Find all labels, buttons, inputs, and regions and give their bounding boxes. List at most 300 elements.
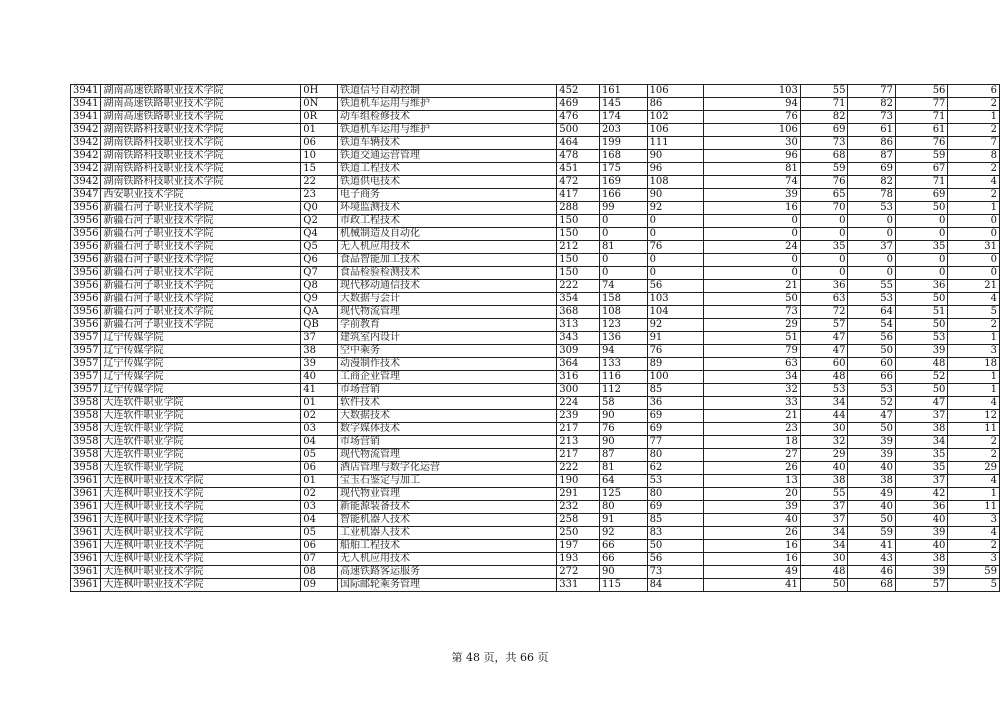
cell-score-c: 29 bbox=[704, 319, 801, 332]
cell-score-e: 40 bbox=[848, 501, 896, 514]
cell-school-name: 大连枫叶职业技术学院 bbox=[101, 540, 301, 553]
table-row bbox=[71, 566, 1000, 579]
cell-major-name: 工业机器人技术 bbox=[338, 527, 557, 540]
cell-school-code: 3956 bbox=[71, 306, 101, 319]
cell-major-name: 环境监测技术 bbox=[338, 202, 557, 215]
cell-major-name: 现代物流管理 bbox=[338, 449, 557, 462]
cell-score-f: 34 bbox=[895, 436, 947, 449]
cell-rank-value: 1 bbox=[948, 202, 1000, 215]
score-table bbox=[70, 84, 1000, 592]
cell-school-code: 3941 bbox=[71, 111, 101, 124]
cell-score-f: 42 bbox=[895, 488, 947, 501]
table-row bbox=[71, 423, 1000, 436]
cell-score-e: 82 bbox=[848, 98, 896, 111]
cell-score-f: 50 bbox=[895, 293, 947, 306]
cell-school-name: 湖南铁路科技职业技术学院 bbox=[101, 163, 301, 176]
cell-score-c: 0 bbox=[704, 254, 801, 267]
cell-score-b: 86 bbox=[647, 98, 703, 111]
cell-score-d: 40 bbox=[800, 462, 848, 475]
cell-score-c: 16 bbox=[704, 202, 801, 215]
cell-school-name: 大连软件职业学院 bbox=[101, 436, 301, 449]
cell-total-score: 478 bbox=[557, 150, 600, 163]
cell-score-e: 50 bbox=[848, 514, 896, 527]
cell-score-a: 87 bbox=[599, 449, 647, 462]
cell-score-a: 112 bbox=[599, 384, 647, 397]
cell-score-c: 63 bbox=[704, 358, 801, 371]
cell-score-e: 40 bbox=[848, 462, 896, 475]
table-row bbox=[71, 488, 1000, 501]
cell-total-score: 343 bbox=[557, 332, 600, 345]
cell-score-c: 106 bbox=[704, 124, 801, 137]
cell-score-e: 50 bbox=[848, 423, 896, 436]
cell-score-c: 33 bbox=[704, 397, 801, 410]
cell-rank-value: 0 bbox=[948, 215, 1000, 228]
cell-total-score: 222 bbox=[557, 280, 600, 293]
cell-major-code: 04 bbox=[301, 436, 338, 449]
cell-score-f: 37 bbox=[895, 475, 947, 488]
cell-score-d: 55 bbox=[800, 85, 848, 98]
cell-major-code: 41 bbox=[301, 384, 338, 397]
cell-major-name: 工商企业管理 bbox=[338, 371, 557, 384]
cell-score-c: 27 bbox=[704, 449, 801, 462]
cell-school-code: 3961 bbox=[71, 579, 101, 592]
cell-school-code: 3942 bbox=[71, 124, 101, 137]
cell-school-name: 湖南铁路科技职业技术学院 bbox=[101, 150, 301, 163]
cell-major-name: 市政工程技术 bbox=[338, 215, 557, 228]
cell-major-code: Q7 bbox=[301, 267, 338, 280]
cell-school-code: 3958 bbox=[71, 397, 101, 410]
cell-rank-value: 2 bbox=[948, 540, 1000, 553]
cell-score-f: 76 bbox=[895, 137, 947, 150]
cell-school-code: 3947 bbox=[71, 189, 101, 202]
table-row bbox=[71, 501, 1000, 514]
cell-score-e: 39 bbox=[848, 436, 896, 449]
cell-score-b: 92 bbox=[647, 319, 703, 332]
cell-total-score: 331 bbox=[557, 579, 600, 592]
cell-score-b: 80 bbox=[647, 488, 703, 501]
cell-score-e: 53 bbox=[848, 293, 896, 306]
cell-major-name: 大数据与会计 bbox=[338, 293, 557, 306]
cell-score-b: 84 bbox=[647, 579, 703, 592]
cell-school-name: 辽宁传媒学院 bbox=[101, 332, 301, 345]
cell-score-c: 30 bbox=[704, 137, 801, 150]
cell-school-code: 3956 bbox=[71, 254, 101, 267]
table-row bbox=[71, 124, 1000, 137]
cell-score-b: 62 bbox=[647, 462, 703, 475]
cell-score-f: 52 bbox=[895, 371, 947, 384]
cell-score-a: 76 bbox=[599, 423, 647, 436]
cell-major-code: 06 bbox=[301, 462, 338, 475]
table-row bbox=[71, 228, 1000, 241]
table-row bbox=[71, 189, 1000, 202]
cell-school-name: 大连枫叶职业技术学院 bbox=[101, 475, 301, 488]
cell-school-code: 3956 bbox=[71, 319, 101, 332]
cell-score-b: 76 bbox=[647, 241, 703, 254]
cell-score-a: 91 bbox=[599, 514, 647, 527]
cell-school-name: 辽宁传媒学院 bbox=[101, 371, 301, 384]
cell-major-code: QA bbox=[301, 306, 338, 319]
cell-score-a: 66 bbox=[599, 553, 647, 566]
cell-total-score: 500 bbox=[557, 124, 600, 137]
cell-score-d: 70 bbox=[800, 202, 848, 215]
cell-score-c: 40 bbox=[704, 514, 801, 527]
table-row bbox=[71, 540, 1000, 553]
cell-major-code: 02 bbox=[301, 410, 338, 423]
cell-score-a: 99 bbox=[599, 202, 647, 215]
cell-score-f: 59 bbox=[895, 150, 947, 163]
cell-major-code: Q9 bbox=[301, 293, 338, 306]
cell-major-name: 现代移动通信技术 bbox=[338, 280, 557, 293]
cell-score-a: 74 bbox=[599, 280, 647, 293]
cell-major-name: 机械制造及自动化 bbox=[338, 228, 557, 241]
cell-rank-value: 8 bbox=[948, 150, 1000, 163]
cell-score-f: 39 bbox=[895, 566, 947, 579]
cell-rank-value: 18 bbox=[948, 358, 1000, 371]
cell-score-b: 0 bbox=[647, 215, 703, 228]
cell-major-name: 市场营销 bbox=[338, 384, 557, 397]
cell-rank-value: 11 bbox=[948, 501, 1000, 514]
cell-score-b: 106 bbox=[647, 85, 703, 98]
cell-rank-value: 2 bbox=[948, 189, 1000, 202]
cell-score-e: 69 bbox=[848, 163, 896, 176]
cell-score-d: 48 bbox=[800, 371, 848, 384]
cell-score-d: 63 bbox=[800, 293, 848, 306]
cell-school-code: 3958 bbox=[71, 449, 101, 462]
cell-score-c: 16 bbox=[704, 553, 801, 566]
cell-school-name: 新疆石河子职业技术学院 bbox=[101, 306, 301, 319]
cell-score-d: 53 bbox=[800, 384, 848, 397]
cell-school-name: 湖南铁路科技职业技术学院 bbox=[101, 176, 301, 189]
cell-score-f: 0 bbox=[895, 228, 947, 241]
cell-total-score: 469 bbox=[557, 98, 600, 111]
cell-total-score: 354 bbox=[557, 293, 600, 306]
cell-score-d: 72 bbox=[800, 306, 848, 319]
cell-score-d: 60 bbox=[800, 358, 848, 371]
cell-major-code: Q6 bbox=[301, 254, 338, 267]
table-row bbox=[71, 111, 1000, 124]
cell-total-score: 190 bbox=[557, 475, 600, 488]
cell-major-name: 铁道信号自动控制 bbox=[338, 85, 557, 98]
cell-score-f: 69 bbox=[895, 189, 947, 202]
cell-score-a: 203 bbox=[599, 124, 647, 137]
cell-major-name: 智能机器人技术 bbox=[338, 514, 557, 527]
cell-school-code: 3961 bbox=[71, 488, 101, 501]
cell-score-a: 0 bbox=[599, 267, 647, 280]
cell-score-c: 73 bbox=[704, 306, 801, 319]
cell-score-e: 38 bbox=[848, 475, 896, 488]
cell-major-name: 空中乘务 bbox=[338, 345, 557, 358]
table-row bbox=[71, 332, 1000, 345]
cell-rank-value: 7 bbox=[948, 137, 1000, 150]
cell-score-a: 123 bbox=[599, 319, 647, 332]
cell-total-score: 232 bbox=[557, 501, 600, 514]
cell-score-e: 0 bbox=[848, 254, 896, 267]
cell-score-a: 81 bbox=[599, 462, 647, 475]
cell-school-code: 3956 bbox=[71, 280, 101, 293]
cell-school-name: 湖南高速铁路职业技术学院 bbox=[101, 111, 301, 124]
cell-rank-value: 0 bbox=[948, 267, 1000, 280]
cell-score-f: 38 bbox=[895, 423, 947, 436]
cell-score-f: 0 bbox=[895, 254, 947, 267]
cell-school-name: 大连软件职业学院 bbox=[101, 423, 301, 436]
cell-major-code: 04 bbox=[301, 514, 338, 527]
cell-score-b: 89 bbox=[647, 358, 703, 371]
cell-total-score: 300 bbox=[557, 384, 600, 397]
cell-score-b: 92 bbox=[647, 202, 703, 215]
cell-score-b: 103 bbox=[647, 293, 703, 306]
cell-rank-value: 2 bbox=[948, 124, 1000, 137]
cell-school-name: 辽宁传媒学院 bbox=[101, 384, 301, 397]
cell-major-name: 食品智能加工技术 bbox=[338, 254, 557, 267]
cell-total-score: 239 bbox=[557, 410, 600, 423]
cell-score-c: 39 bbox=[704, 189, 801, 202]
table-row bbox=[71, 241, 1000, 254]
cell-major-name: 市场营销 bbox=[338, 436, 557, 449]
cell-school-code: 3958 bbox=[71, 462, 101, 475]
cell-score-c: 39 bbox=[704, 501, 801, 514]
cell-score-d: 0 bbox=[800, 254, 848, 267]
cell-score-c: 0 bbox=[704, 215, 801, 228]
cell-total-score: 316 bbox=[557, 371, 600, 384]
cell-school-code: 3957 bbox=[71, 345, 101, 358]
cell-score-f: 39 bbox=[895, 527, 947, 540]
cell-major-code: 0N bbox=[301, 98, 338, 111]
table-row bbox=[71, 553, 1000, 566]
cell-score-c: 79 bbox=[704, 345, 801, 358]
cell-score-a: 168 bbox=[599, 150, 647, 163]
cell-rank-value: 0 bbox=[948, 254, 1000, 267]
cell-major-name: 无人机应用技术 bbox=[338, 241, 557, 254]
cell-total-score: 476 bbox=[557, 111, 600, 124]
cell-school-name: 新疆石河子职业技术学院 bbox=[101, 241, 301, 254]
cell-score-d: 38 bbox=[800, 475, 848, 488]
cell-score-d: 76 bbox=[800, 176, 848, 189]
cell-score-f: 57 bbox=[895, 579, 947, 592]
cell-score-f: 71 bbox=[895, 176, 947, 189]
cell-total-score: 150 bbox=[557, 254, 600, 267]
cell-rank-value: 4 bbox=[948, 293, 1000, 306]
cell-score-e: 53 bbox=[848, 384, 896, 397]
cell-rank-value: 1 bbox=[948, 332, 1000, 345]
cell-school-name: 湖南铁路科技职业技术学院 bbox=[101, 124, 301, 137]
cell-score-f: 50 bbox=[895, 319, 947, 332]
cell-score-f: 38 bbox=[895, 553, 947, 566]
cell-score-e: 0 bbox=[848, 267, 896, 280]
cell-school-name: 大连枫叶职业技术学院 bbox=[101, 501, 301, 514]
cell-school-name: 大连枫叶职业技术学院 bbox=[101, 579, 301, 592]
cell-major-name: 大数据技术 bbox=[338, 410, 557, 423]
table-row bbox=[71, 579, 1000, 592]
cell-score-e: 0 bbox=[848, 228, 896, 241]
cell-score-b: 69 bbox=[647, 501, 703, 514]
cell-score-d: 50 bbox=[800, 579, 848, 592]
cell-rank-value: 1 bbox=[948, 111, 1000, 124]
cell-score-d: 35 bbox=[800, 241, 848, 254]
cell-score-a: 90 bbox=[599, 410, 647, 423]
cell-score-e: 78 bbox=[848, 189, 896, 202]
cell-major-code: 37 bbox=[301, 332, 338, 345]
cell-total-score: 250 bbox=[557, 527, 600, 540]
cell-major-name: 铁道机车运用与维护 bbox=[338, 124, 557, 137]
cell-rank-value: 2 bbox=[948, 319, 1000, 332]
cell-score-c: 49 bbox=[704, 566, 801, 579]
table-row bbox=[71, 280, 1000, 293]
table-row bbox=[71, 384, 1000, 397]
cell-total-score: 217 bbox=[557, 449, 600, 462]
cell-school-code: 3957 bbox=[71, 371, 101, 384]
cell-score-b: 90 bbox=[647, 150, 703, 163]
cell-school-name: 大连枫叶职业技术学院 bbox=[101, 488, 301, 501]
cell-score-f: 37 bbox=[895, 410, 947, 423]
cell-rank-value: 2 bbox=[948, 436, 1000, 449]
cell-school-code: 3958 bbox=[71, 423, 101, 436]
cell-score-c: 32 bbox=[704, 384, 801, 397]
cell-score-b: 106 bbox=[647, 124, 703, 137]
cell-rank-value: 21 bbox=[948, 280, 1000, 293]
cell-rank-value: 12 bbox=[948, 410, 1000, 423]
cell-school-name: 新疆石河子职业技术学院 bbox=[101, 202, 301, 215]
cell-score-a: 175 bbox=[599, 163, 647, 176]
cell-school-code: 3957 bbox=[71, 332, 101, 345]
cell-school-code: 3961 bbox=[71, 501, 101, 514]
cell-score-b: 73 bbox=[647, 566, 703, 579]
cell-total-score: 417 bbox=[557, 189, 600, 202]
cell-score-c: 23 bbox=[704, 423, 801, 436]
cell-rank-value: 3 bbox=[948, 514, 1000, 527]
cell-major-code: 05 bbox=[301, 527, 338, 540]
cell-score-e: 52 bbox=[848, 397, 896, 410]
cell-score-d: 69 bbox=[800, 124, 848, 137]
cell-school-name: 大连软件职业学院 bbox=[101, 449, 301, 462]
cell-score-c: 0 bbox=[704, 228, 801, 241]
cell-major-code: 03 bbox=[301, 501, 338, 514]
cell-total-score: 368 bbox=[557, 306, 600, 319]
cell-school-name: 大连枫叶职业技术学院 bbox=[101, 553, 301, 566]
cell-school-name: 新疆石河子职业技术学院 bbox=[101, 215, 301, 228]
cell-school-code: 3942 bbox=[71, 176, 101, 189]
table-row bbox=[71, 358, 1000, 371]
cell-score-b: 96 bbox=[647, 163, 703, 176]
cell-score-e: 82 bbox=[848, 176, 896, 189]
cell-major-code: Q0 bbox=[301, 202, 338, 215]
table-row bbox=[71, 137, 1000, 150]
cell-school-code: 3956 bbox=[71, 293, 101, 306]
cell-score-d: 57 bbox=[800, 319, 848, 332]
cell-score-a: 0 bbox=[599, 215, 647, 228]
cell-score-c: 41 bbox=[704, 579, 801, 592]
cell-score-f: 40 bbox=[895, 540, 947, 553]
cell-rank-value: 0 bbox=[948, 228, 1000, 241]
cell-score-c: 76 bbox=[704, 111, 801, 124]
cell-score-f: 35 bbox=[895, 449, 947, 462]
cell-major-name: 酒店管理与数字化运营 bbox=[338, 462, 557, 475]
cell-score-e: 56 bbox=[848, 332, 896, 345]
cell-score-f: 71 bbox=[895, 111, 947, 124]
cell-score-a: 108 bbox=[599, 306, 647, 319]
cell-score-c: 74 bbox=[704, 176, 801, 189]
cell-score-a: 90 bbox=[599, 436, 647, 449]
table-row bbox=[71, 462, 1000, 475]
cell-rank-value: 5 bbox=[948, 579, 1000, 592]
cell-major-code: Q2 bbox=[301, 215, 338, 228]
cell-major-code: 06 bbox=[301, 540, 338, 553]
cell-rank-value: 6 bbox=[948, 85, 1000, 98]
cell-school-code: 3961 bbox=[71, 540, 101, 553]
cell-score-c: 34 bbox=[704, 371, 801, 384]
cell-school-name: 大连软件职业学院 bbox=[101, 410, 301, 423]
table-body bbox=[71, 85, 1000, 592]
cell-score-b: 108 bbox=[647, 176, 703, 189]
cell-school-code: 3942 bbox=[71, 137, 101, 150]
cell-score-d: 0 bbox=[800, 267, 848, 280]
cell-rank-value: 11 bbox=[948, 423, 1000, 436]
cell-score-f: 67 bbox=[895, 163, 947, 176]
cell-school-code: 3956 bbox=[71, 202, 101, 215]
cell-major-name: 铁道机车运用与维护 bbox=[338, 98, 557, 111]
cell-score-b: 0 bbox=[647, 254, 703, 267]
cell-score-a: 58 bbox=[599, 397, 647, 410]
cell-score-f: 77 bbox=[895, 98, 947, 111]
cell-total-score: 217 bbox=[557, 423, 600, 436]
table-row bbox=[71, 410, 1000, 423]
cell-rank-value: 3 bbox=[948, 553, 1000, 566]
cell-total-score: 150 bbox=[557, 228, 600, 241]
cell-rank-value: 2 bbox=[948, 163, 1000, 176]
cell-score-a: 136 bbox=[599, 332, 647, 345]
cell-score-e: 60 bbox=[848, 358, 896, 371]
cell-major-code: 01 bbox=[301, 475, 338, 488]
cell-score-d: 44 bbox=[800, 410, 848, 423]
cell-major-code: 03 bbox=[301, 423, 338, 436]
cell-score-b: 50 bbox=[647, 540, 703, 553]
cell-score-e: 43 bbox=[848, 553, 896, 566]
cell-major-code: 09 bbox=[301, 579, 338, 592]
cell-score-d: 29 bbox=[800, 449, 848, 462]
cell-school-name: 新疆石河子职业技术学院 bbox=[101, 267, 301, 280]
cell-score-c: 18 bbox=[704, 436, 801, 449]
cell-rank-value: 31 bbox=[948, 241, 1000, 254]
cell-score-d: 30 bbox=[800, 553, 848, 566]
cell-score-a: 81 bbox=[599, 241, 647, 254]
table-row bbox=[71, 254, 1000, 267]
cell-score-a: 161 bbox=[599, 85, 647, 98]
cell-major-name: 建筑室内设计 bbox=[338, 332, 557, 345]
cell-score-f: 40 bbox=[895, 514, 947, 527]
cell-score-d: 59 bbox=[800, 163, 848, 176]
cell-school-code: 3957 bbox=[71, 384, 101, 397]
cell-major-code: 38 bbox=[301, 345, 338, 358]
cell-score-f: 47 bbox=[895, 397, 947, 410]
cell-school-name: 大连软件职业学院 bbox=[101, 462, 301, 475]
cell-score-f: 61 bbox=[895, 124, 947, 137]
cell-major-code: 15 bbox=[301, 163, 338, 176]
cell-major-name: 高速铁路客运服务 bbox=[338, 566, 557, 579]
cell-score-c: 26 bbox=[704, 462, 801, 475]
cell-total-score: 213 bbox=[557, 436, 600, 449]
cell-score-f: 36 bbox=[895, 280, 947, 293]
cell-score-a: 116 bbox=[599, 371, 647, 384]
cell-total-score: 313 bbox=[557, 319, 600, 332]
cell-total-score: 309 bbox=[557, 345, 600, 358]
cell-school-name: 湖南铁路科技职业技术学院 bbox=[101, 137, 301, 150]
table-row bbox=[71, 215, 1000, 228]
cell-major-code: 08 bbox=[301, 566, 338, 579]
cell-score-c: 20 bbox=[704, 488, 801, 501]
cell-score-c: 94 bbox=[704, 98, 801, 111]
cell-score-c: 0 bbox=[704, 267, 801, 280]
table-row bbox=[71, 293, 1000, 306]
cell-score-d: 30 bbox=[800, 423, 848, 436]
